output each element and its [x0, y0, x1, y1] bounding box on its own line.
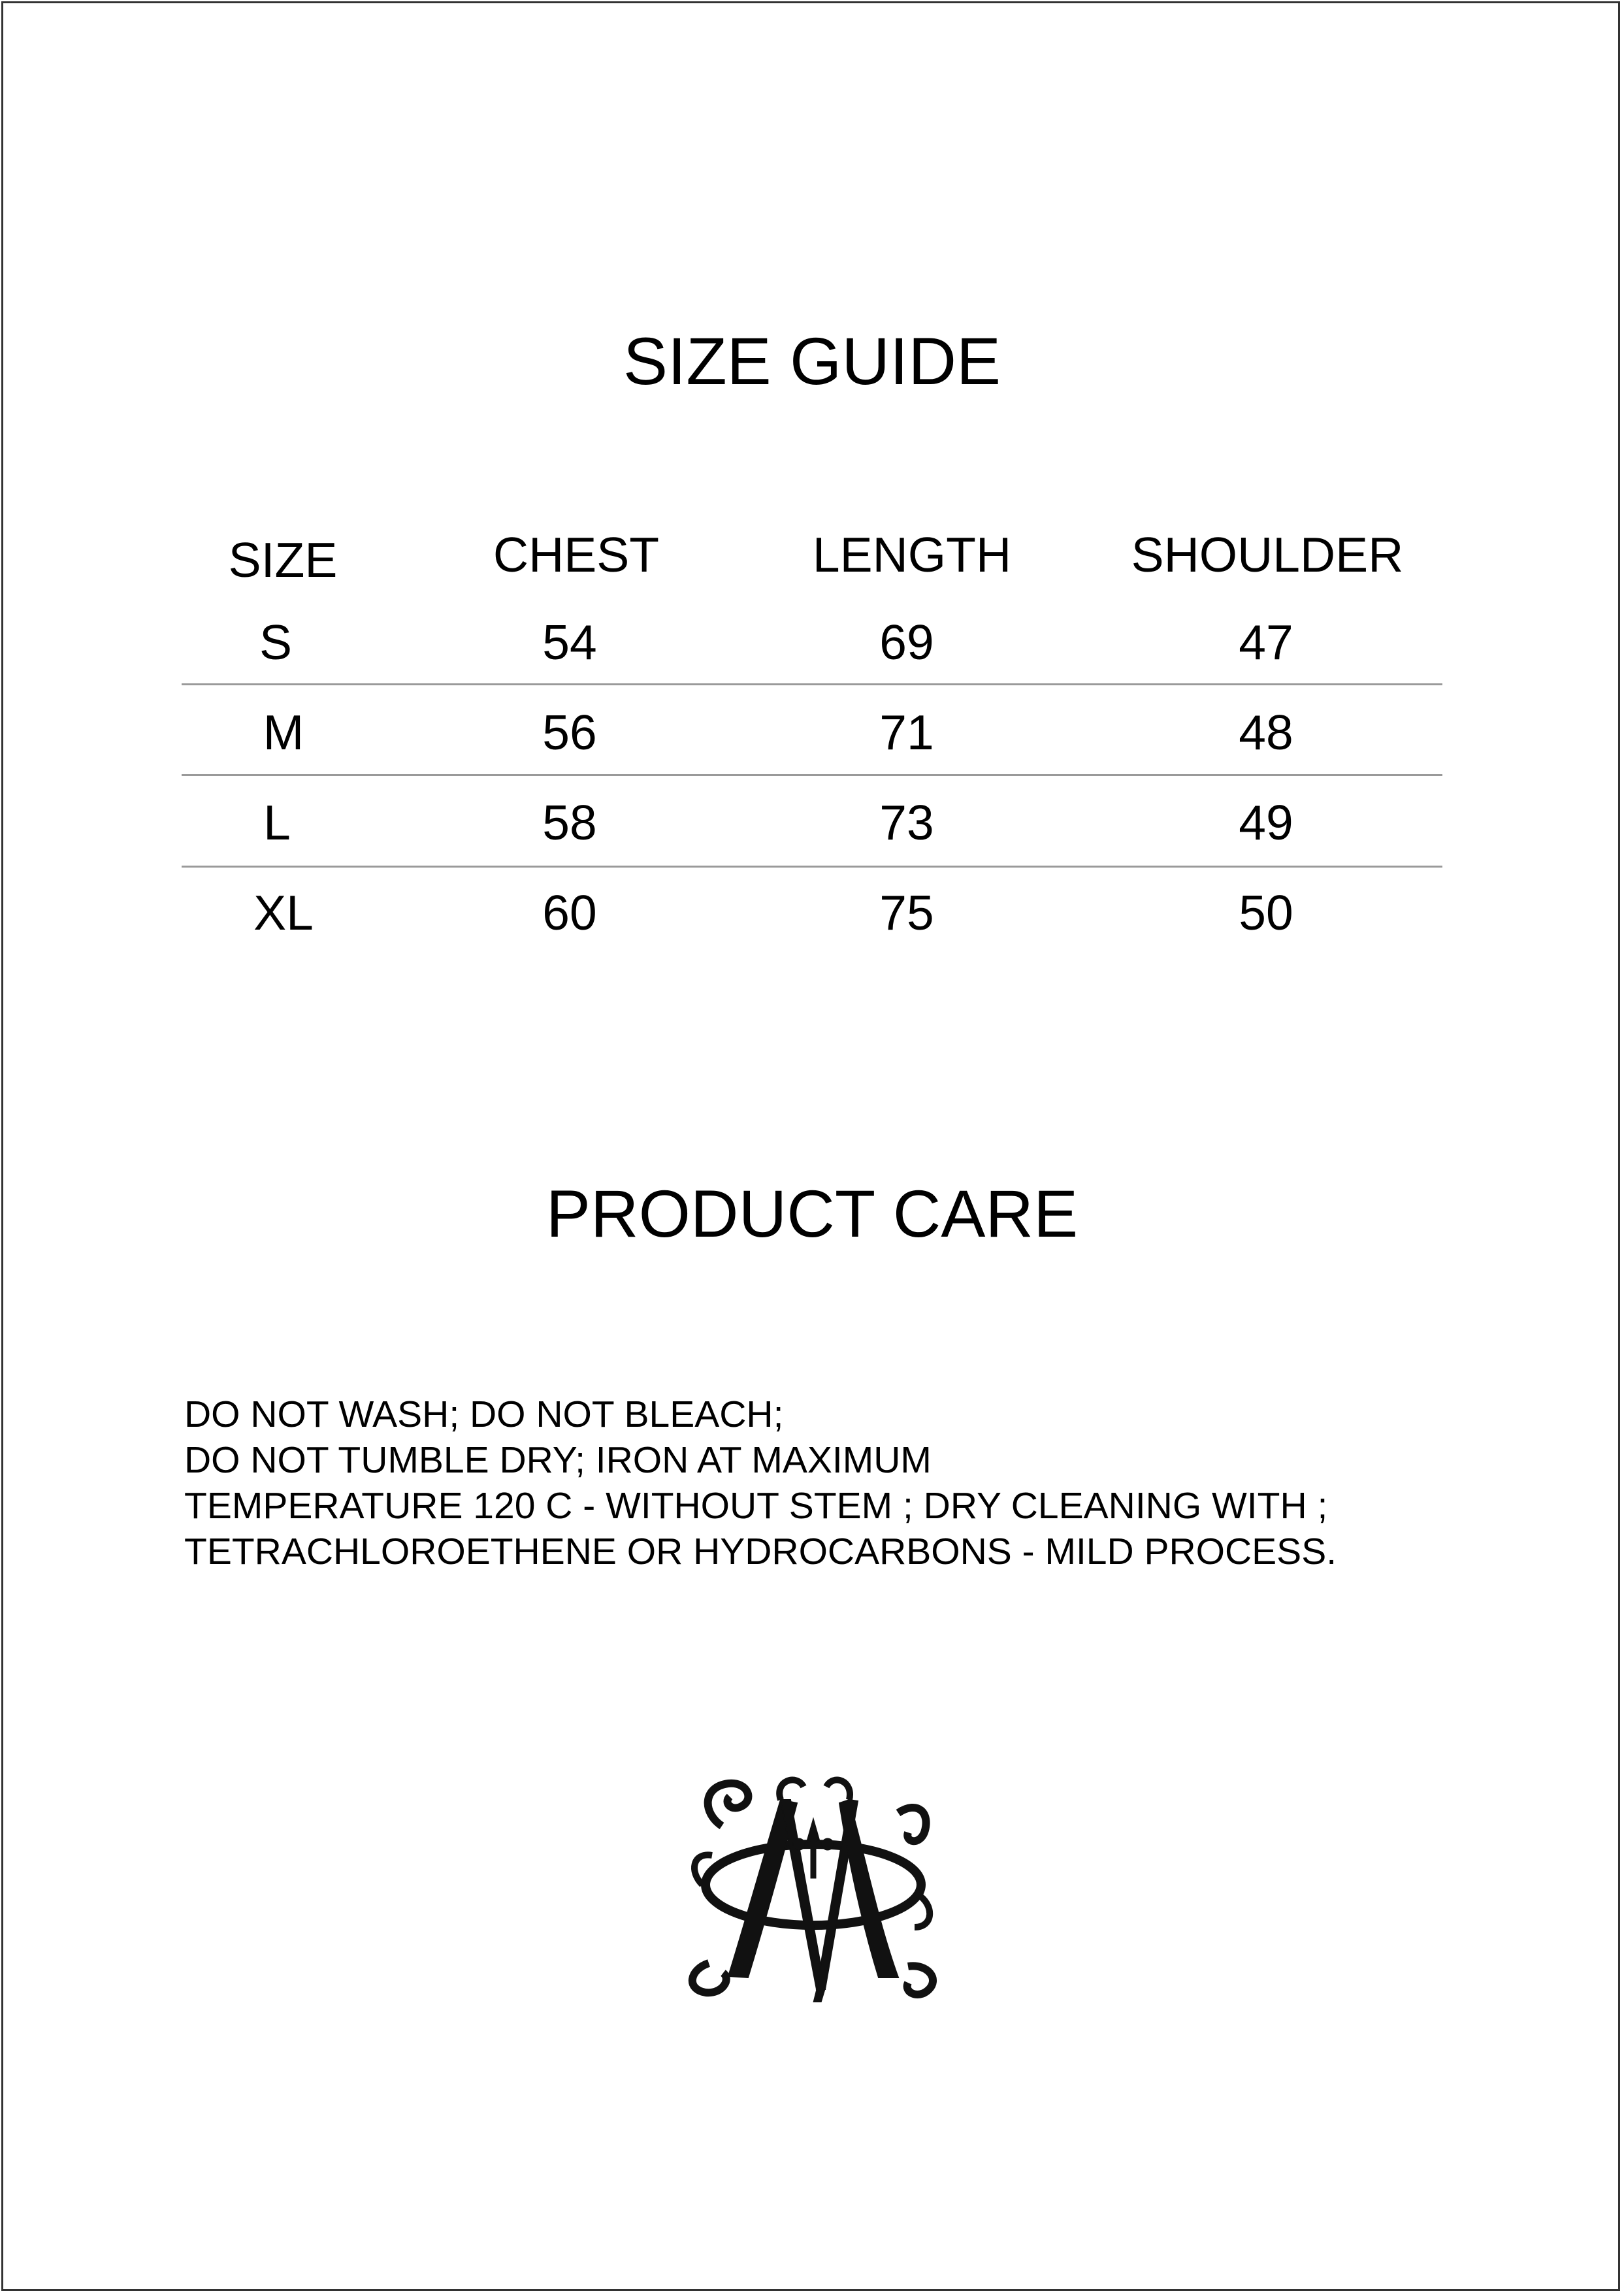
table-cell-shoulder: 47 [1239, 615, 1293, 670]
monogram-logo-icon [683, 1774, 944, 2002]
table-cell-length: 71 [879, 705, 934, 760]
table-cell-length: 75 [879, 885, 934, 940]
table-cell-shoulder: 49 [1239, 795, 1293, 850]
size-guide-title: SIZE GUIDE [623, 324, 1001, 399]
table-cell-size: XL [253, 885, 314, 940]
table-cell-chest: 54 [542, 615, 597, 670]
table-cell-length: 73 [879, 795, 934, 850]
column-header-chest: CHEST [493, 527, 660, 582]
table-cell-size: M [263, 705, 304, 760]
row-divider [182, 866, 1442, 868]
care-line: DO NOT TUMBLE DRY; IRON AT MAXIMUM [184, 1439, 932, 1481]
product-care-title: PRODUCT CARE [545, 1177, 1079, 1251]
table-cell-chest: 60 [542, 885, 597, 940]
table-cell-chest: 58 [542, 795, 597, 850]
table-cell-size: S [259, 615, 293, 670]
table-cell-shoulder: 48 [1239, 705, 1293, 760]
care-line: DO NOT WASH; DO NOT BLEACH; [184, 1393, 784, 1435]
column-header-shoulder: SHOULDER [1131, 527, 1404, 582]
table-cell-chest: 56 [542, 705, 597, 760]
table-cell-length: 69 [879, 615, 934, 670]
column-header-size: SIZE [228, 532, 338, 587]
care-instructions [184, 1392, 1556, 1574]
table-cell-size: L [263, 795, 291, 850]
row-divider [182, 683, 1442, 685]
care-line: TETRACHLOROETHENE OR HYDROCARBONS - MILD PROCESS. [184, 1531, 1337, 1572]
column-header-length: LENGTH [812, 527, 1012, 582]
row-divider [182, 774, 1442, 776]
table-cell-shoulder: 50 [1239, 885, 1293, 940]
care-line: TEMPERATURE 120 C - WITHOUT STEM ; DRY CLEANING WITH ; [184, 1485, 1328, 1527]
